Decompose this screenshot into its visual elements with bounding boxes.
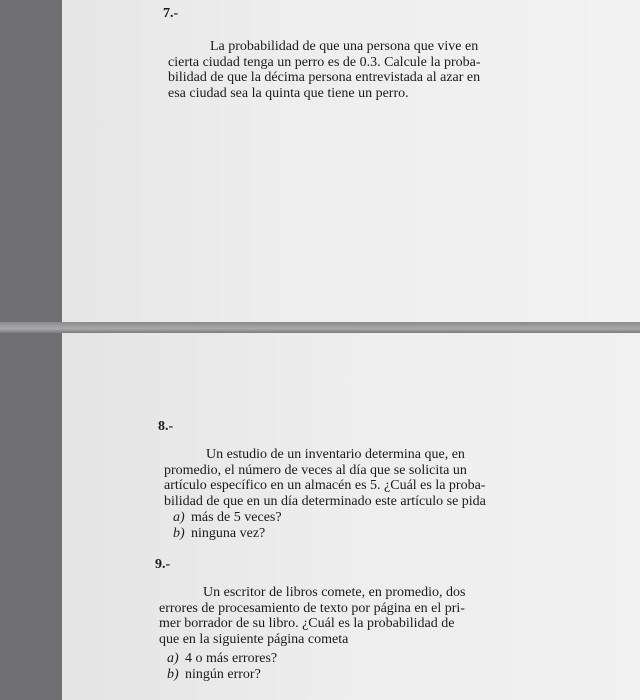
problem-8-option-b <box>173 526 265 542</box>
problem-8-number: 8.- <box>158 419 174 434</box>
option-letter: a) <box>173 510 185 525</box>
option-letter: b) <box>167 667 179 682</box>
page-edge <box>0 322 640 333</box>
problem-8-line-3: artículo específico en un almacén es 5. ¿Cuál es la proba- <box>164 478 486 493</box>
problem-8-option-a <box>173 510 282 526</box>
problem-7-text <box>168 39 481 101</box>
problem-9-line-4: que en la siguiente página cometa <box>159 631 349 647</box>
problem-9-text <box>159 585 465 647</box>
problem-9-number: 9.- <box>155 557 171 572</box>
problem-7-line-4: esa ciudad sea la quinta que tiene un perro. <box>168 85 409 101</box>
problem-8-text <box>164 447 486 509</box>
problem-9-line-3: mer borrador de su libro. ¿Cuál es la probabilidad de <box>159 616 455 631</box>
problem-9-line-2: errores de procesamiento de texto por página en el pri- <box>159 600 465 616</box>
problem-8-line-2: promedio, el número de veces al día que se solicita un <box>164 462 467 478</box>
option-text: ninguna vez? <box>191 526 266 541</box>
option-text: 4 o más errores? <box>185 651 278 666</box>
option-text: ningún error? <box>185 667 261 682</box>
problem-9-option-b <box>167 667 261 683</box>
problem-7-number: 7.- <box>163 6 179 21</box>
problem-7-line-2: cierta ciudad tenga un perro es de 0.3. Calcule la proba- <box>168 54 481 70</box>
option-letter: a) <box>167 651 179 666</box>
problem-9-option-a <box>167 651 277 667</box>
problem-7-line-1: La probabilidad de que una persona que vive en <box>210 39 479 54</box>
problem-7-line-3: bilidad de que la décima persona entrevistada al azar en <box>168 70 481 85</box>
option-text: más de 5 veces? <box>191 510 282 525</box>
problem-9-line-1: Un escritor de libros comete, en promedio, dos <box>203 585 466 600</box>
problem-8-line-1: Un estudio de un inventario determina que, en <box>206 447 465 462</box>
option-letter: b) <box>173 526 185 541</box>
problem-8-line-4: bilidad de que en un día determinado este artículo se pida <box>164 493 486 509</box>
